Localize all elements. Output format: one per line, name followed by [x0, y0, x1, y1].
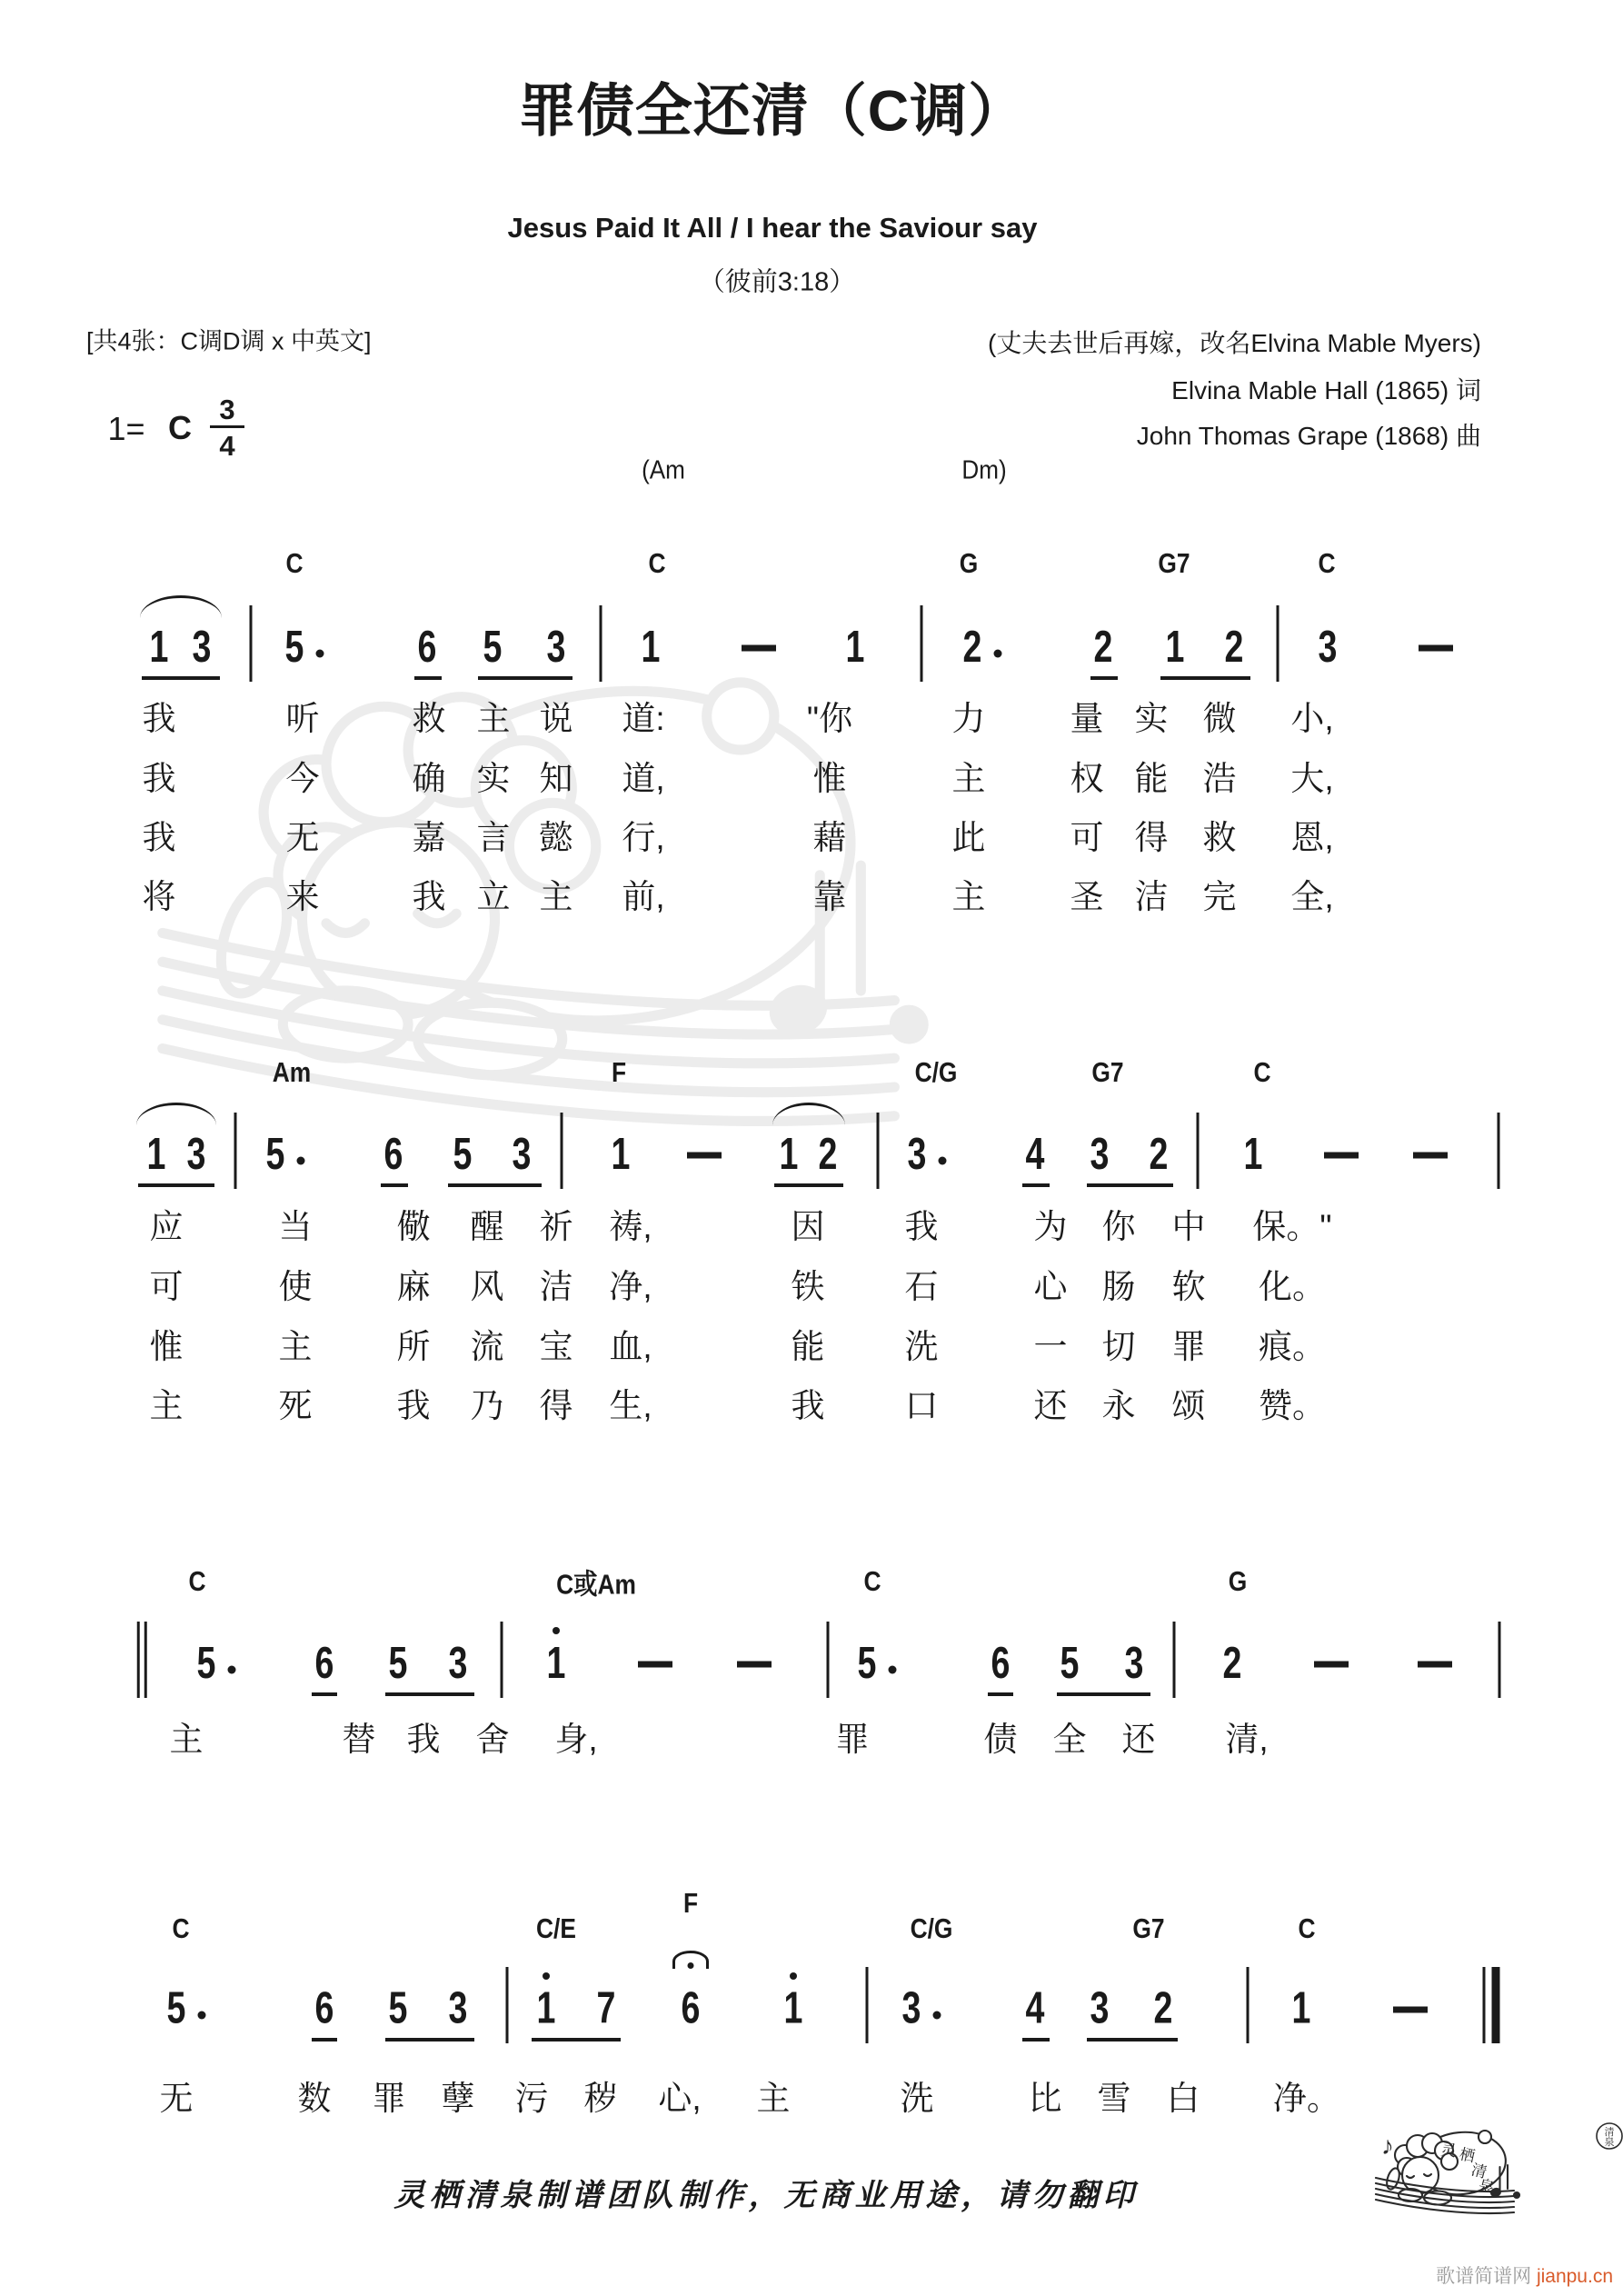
lyric-char: 为 [1033, 1208, 1068, 1245]
note-digit: 1 [783, 1982, 803, 2033]
key-letter: C [168, 409, 192, 446]
beam-line [448, 1183, 542, 1187]
augmentation-dot [297, 1157, 305, 1165]
site-watermark-name: 歌谱简谱网 [1436, 2266, 1532, 2287]
site-watermark-domain: jianpu.cn [1536, 2266, 1613, 2287]
lyric-char: 数 [297, 2080, 332, 2117]
lyric-char: 所 [396, 1328, 431, 1365]
beam-line [381, 1183, 408, 1187]
lyric-char: 切 [1101, 1328, 1136, 1365]
note-digit: 6 [681, 1982, 701, 2033]
augmentation-dot [994, 650, 1002, 658]
lyric-char: 将 [142, 878, 176, 915]
lyric-char: 罪 [835, 1721, 870, 1758]
note-digit: 3 [1090, 1982, 1110, 2033]
lyric-char: 心, [658, 2080, 702, 2117]
note-dash [687, 1153, 722, 1159]
lyric-char: 全 [1052, 1721, 1087, 1758]
lyric-char: 前, [622, 878, 665, 915]
lyric-char: 祷, [609, 1208, 652, 1245]
section-double-barline [144, 1622, 147, 1698]
lyric-char: 死 [278, 1387, 313, 1424]
note-digit: 3 [192, 621, 212, 672]
chord-label: C/G [914, 1056, 958, 1088]
chord-label: C [863, 1565, 881, 1597]
beam-line [1090, 676, 1118, 680]
lyric-char: 确 [412, 760, 446, 797]
augmentation-dot [316, 650, 324, 658]
publisher-logo [1376, 2123, 1622, 2213]
lyric-char: 懿 [539, 819, 573, 856]
lyric-char: 污 [514, 2080, 549, 2117]
note-digit: 1 [149, 621, 169, 672]
barline [1499, 1622, 1501, 1698]
note-digit: 3 [448, 1637, 468, 1688]
augmentation-dot [198, 2011, 206, 2020]
lyric-char: 救 [412, 700, 446, 737]
beam-line [414, 676, 442, 680]
lyric-char: 儆 [396, 1208, 431, 1245]
lyric-char: 惟 [812, 760, 847, 797]
note-dash [1393, 2007, 1428, 2013]
lyric-char: 净, [609, 1268, 652, 1305]
beam-line [312, 2038, 337, 2041]
beam-line [478, 676, 573, 680]
alt-chord-label: (Am [642, 455, 685, 485]
lyric-char: 净。 [1273, 2080, 1340, 2117]
note-digit: 6 [383, 1128, 403, 1179]
note-digit: 5 [857, 1637, 877, 1688]
barline [1247, 1967, 1250, 2043]
logo-char: 栖 [1458, 2145, 1477, 2166]
note-digit: 4 [1025, 1982, 1045, 2033]
lyric-char: 实 [476, 760, 511, 797]
lyric-char: 使 [278, 1268, 313, 1305]
beam-line [1022, 1183, 1050, 1187]
lyric-char: 能 [791, 1328, 825, 1365]
chord-label: C [285, 547, 304, 579]
lyric-char: 权 [1070, 760, 1104, 797]
note-digit: 5 [196, 1637, 216, 1688]
note-digit: 4 [1025, 1128, 1045, 1179]
lyric-char: 我 [791, 1387, 825, 1424]
scripture-ref: （彼前3:18） [698, 267, 856, 297]
chord-label: C [1298, 1912, 1316, 1944]
note-digit: 5 [453, 1128, 473, 1179]
time-denominator: 4 [219, 430, 235, 462]
note-digit: 3 [907, 1128, 927, 1179]
note-digit: 2 [1222, 1637, 1242, 1688]
lyric-char: 你 [1101, 1208, 1136, 1245]
note-digit: 3 [512, 1128, 532, 1179]
note-digit: 7 [596, 1982, 616, 2033]
barline [506, 1967, 509, 2043]
lyric-char: 听 [285, 700, 320, 737]
lyric-char: 罪 [1171, 1328, 1206, 1365]
lyric-char: 雪 [1097, 2080, 1131, 2117]
beam-line [1087, 2038, 1178, 2041]
lyric-char: 还 [1121, 1721, 1156, 1758]
lyric-char: 靠 [812, 878, 847, 915]
augmentation-dot [889, 1666, 897, 1674]
beam-line [1057, 1692, 1150, 1696]
lyric-char: 清, [1225, 1721, 1269, 1758]
lyric-char: 我 [412, 878, 446, 915]
lyric-char: 圣 [1070, 878, 1104, 915]
note-digit: 1 [146, 1128, 166, 1179]
note-digit: 1 [641, 621, 661, 672]
note-digit: 5 [284, 621, 304, 672]
lyric-char: 孽 [441, 2080, 475, 2117]
note-dash [1413, 1153, 1448, 1159]
lyric-char: 赞。 [1259, 1387, 1326, 1424]
note-digit: 2 [1224, 621, 1244, 672]
lyric-char: 浩 [1202, 760, 1237, 797]
note-digit: 6 [314, 1637, 334, 1688]
augmentation-dot [939, 1157, 947, 1165]
beam-line [138, 1183, 214, 1187]
lyric-char: 惟 [149, 1328, 184, 1365]
chord-label: C/E [536, 1912, 576, 1944]
note-dash [742, 645, 776, 652]
note-digit: 3 [546, 621, 566, 672]
lyric-char: 主 [149, 1387, 184, 1424]
barline [1173, 1622, 1176, 1698]
barline [561, 1113, 563, 1189]
lyric-char: 能 [1134, 760, 1169, 797]
note-digit: 5 [483, 621, 503, 672]
note-digit: 3 [1318, 621, 1338, 672]
lyric-char: 救 [1202, 819, 1237, 856]
lyric-char: 得 [1134, 819, 1169, 856]
final-barline [1483, 1967, 1486, 2043]
lyric-char: 舍 [475, 1721, 510, 1758]
augmentation-dot [228, 1666, 236, 1674]
note-dash [737, 1662, 772, 1668]
credit-composer: John Thomas Grape (1868) 曲 [1136, 422, 1481, 450]
chord-label: C [172, 1912, 190, 1944]
lyric-char: 言 [476, 819, 511, 856]
lyric-char: 道, [622, 760, 665, 797]
lyric-char: 可 [1070, 819, 1104, 856]
note-digit: 5 [166, 1982, 186, 2033]
lyric-char: 宝 [539, 1328, 573, 1365]
lyric-char: 嘉 [412, 819, 446, 856]
alt-chord-label: Dm) [961, 455, 1007, 485]
section-double-barline [137, 1622, 140, 1698]
meta-note: [共4张：C调D调 x 中英文] [86, 327, 372, 355]
note-digit: 5 [388, 1637, 408, 1688]
chord-label: G7 [1158, 547, 1190, 579]
page-subtitle: Jesus Paid It All / I hear the Saviour say [507, 212, 1038, 244]
note-digit: 1 [779, 1128, 799, 1179]
note-digit: 6 [991, 1637, 1011, 1688]
lyric-char: 洗 [900, 2080, 934, 2117]
lyric-char: 主 [169, 1721, 204, 1758]
lyric-char: 立 [476, 878, 511, 915]
octave-dot [543, 1972, 550, 1980]
logo-char: 清 [1469, 2161, 1489, 2181]
note-digit: 1 [845, 621, 865, 672]
note-digit: 2 [962, 621, 982, 672]
barline [250, 605, 253, 682]
octave-dot [790, 1972, 797, 1980]
lyric-char: 无 [285, 819, 320, 856]
lyric-char: 债 [983, 1721, 1018, 1758]
lyric-char: 藉 [812, 819, 847, 856]
lyric-char: 全, [1290, 878, 1334, 915]
note-dash [1419, 645, 1453, 652]
logo-note-icon: ♪ [1381, 2131, 1394, 2160]
chord-label: G7 [1091, 1056, 1124, 1088]
lyric-char: 我 [142, 760, 176, 797]
note-digit: 2 [818, 1128, 838, 1179]
lyric-char: 醒 [470, 1208, 504, 1245]
footer-note: 灵栖清泉制谱团队制作，无商业用途，请勿翻印 [393, 2179, 1139, 2213]
beam-line [142, 676, 220, 680]
lyric-char: 颂 [1171, 1387, 1206, 1424]
chord-label: C [188, 1565, 206, 1597]
lyric-char: 我 [142, 700, 176, 737]
lyric-char: 来 [285, 878, 320, 915]
lyric-char: 得 [539, 1387, 573, 1424]
chord-label: F [682, 1887, 699, 1919]
barline [234, 1113, 237, 1189]
lyric-char: 罪 [372, 2080, 406, 2117]
note-digit: 2 [1153, 1982, 1173, 2033]
note-digit: 6 [314, 1982, 334, 2033]
fermata-icon [672, 1951, 709, 1969]
lyric-char: 当 [278, 1208, 313, 1245]
lyric-char: 乃 [470, 1387, 504, 1424]
lyric-char: 大, [1290, 760, 1334, 797]
lyric-char: 主 [756, 2080, 791, 2117]
chord-label: G [1228, 1565, 1248, 1597]
lyric-char: 心 [1033, 1268, 1068, 1305]
lyric-char: 化。 [1259, 1268, 1326, 1305]
lyric-char: 主 [539, 878, 573, 915]
lyric-char: 祈 [539, 1208, 573, 1245]
note-digit: 5 [388, 1982, 408, 2033]
chord-label: G7 [1132, 1912, 1165, 1944]
lyric-char: 量 [1070, 700, 1104, 737]
lyric-char: 保。" [1252, 1208, 1332, 1245]
lyric-char: 洁 [539, 1268, 573, 1305]
chord-label: C或Am [556, 1568, 636, 1601]
lyric-char: 麻 [396, 1268, 431, 1305]
beam-line [385, 1692, 474, 1696]
lyric-char: 我 [142, 819, 176, 856]
credit-note: (丈夫去世后再嫁，改名Elvina Mable Myers) [988, 329, 1481, 357]
logo-char: 灵 [1439, 2141, 1458, 2161]
note-digit: 1 [1243, 1128, 1263, 1179]
note-digit: 6 [417, 621, 437, 672]
barline [501, 1622, 503, 1698]
chord-label: G [959, 547, 979, 579]
lyric-char: 流 [470, 1328, 504, 1365]
lyric-char: 今 [285, 760, 320, 797]
barline [600, 605, 602, 682]
final-barline [1492, 1967, 1500, 2043]
beam-line [1160, 676, 1250, 680]
augmentation-dot [933, 2011, 941, 2020]
lyric-char: 无 [159, 2080, 194, 2117]
lyric-char: 还 [1033, 1387, 1068, 1424]
chord-label: F [611, 1056, 627, 1088]
lyric-char: 微 [1202, 700, 1237, 737]
note-digit: 3 [901, 1982, 921, 2033]
chord-label: C [1318, 547, 1336, 579]
note-digit: 1 [536, 1982, 556, 2033]
note-digit: 2 [1093, 621, 1113, 672]
barline [827, 1622, 830, 1698]
lyric-char: 口 [904, 1387, 939, 1424]
lyric-char: 完 [1202, 878, 1237, 915]
note-digit: 1 [611, 1128, 631, 1179]
lyric-char: 应 [149, 1208, 184, 1245]
logo-char: 泉 [1477, 2176, 1497, 2197]
chord-label: C [1253, 1056, 1271, 1088]
beam-line [385, 2038, 474, 2041]
barline [877, 1113, 880, 1189]
beam-line [312, 1692, 337, 1696]
lyric-char: 肠 [1101, 1268, 1136, 1305]
lyric-char: 主 [951, 878, 986, 915]
time-fraction-bar [210, 425, 244, 428]
lyric-char: 风 [470, 1268, 504, 1305]
key-prefix: 1= [107, 410, 145, 447]
barline [1197, 1113, 1200, 1189]
lyric-char: 小, [1290, 700, 1334, 737]
beam-line [988, 1692, 1013, 1696]
lyric-char: 此 [951, 819, 986, 856]
lyric-char: 可 [149, 1268, 184, 1305]
beam-line [1087, 1183, 1173, 1187]
note-dash [1418, 1662, 1452, 1668]
octave-dot [553, 1627, 560, 1634]
note-digit: 1 [546, 1637, 566, 1688]
note-digit: 1 [1165, 621, 1185, 672]
barline [1498, 1113, 1500, 1189]
lyric-char: 铁 [791, 1268, 825, 1305]
lyric-char: 秽 [583, 2080, 618, 2117]
lyric-char: 痕。 [1259, 1328, 1326, 1365]
note-dash [638, 1662, 672, 1668]
note-digit: 3 [448, 1982, 468, 2033]
barline [866, 1967, 869, 2043]
beam-line [774, 1183, 843, 1187]
logo-badge-char: 泉 [1604, 2137, 1615, 2148]
lyric-char: 替 [342, 1721, 376, 1758]
barline [1277, 605, 1279, 682]
lyric-char: 主 [278, 1328, 313, 1365]
lyric-char: 行, [622, 819, 665, 856]
note-digit: 3 [1090, 1128, 1110, 1179]
lyric-char: 石 [904, 1268, 939, 1305]
chord-label: C/G [910, 1912, 953, 1944]
lyric-char: 说 [539, 700, 573, 737]
lyric-char: 白 [1166, 2080, 1200, 2117]
site-watermark [1436, 2261, 1613, 2289]
lyric-char: 因 [791, 1208, 825, 1245]
barline [921, 605, 923, 682]
lyric-char: 我 [904, 1208, 939, 1245]
time-numerator: 3 [219, 394, 235, 425]
lyric-char: 血, [609, 1328, 652, 1365]
page-title: 罪债全还清（C调） [518, 79, 1027, 144]
note-digit: 3 [1124, 1637, 1144, 1688]
lyric-char: 力 [951, 700, 986, 737]
lyric-char: 洗 [904, 1328, 939, 1365]
lyric-char: 主 [476, 700, 511, 737]
note-digit: 5 [265, 1128, 285, 1179]
lyric-char: 恩, [1290, 819, 1334, 856]
logo-badge-char: 清 [1604, 2127, 1615, 2138]
chord-label: Am [272, 1056, 312, 1088]
lyric-char: 永 [1101, 1387, 1136, 1424]
note-digit: 5 [1060, 1637, 1080, 1688]
lyric-char: "你 [806, 700, 853, 737]
lyric-char: 一 [1033, 1328, 1068, 1365]
lyric-char: 知 [539, 760, 573, 797]
credit-lyricist: Elvina Mable Hall (1865) 词 [1171, 376, 1481, 404]
note-digit: 1 [1291, 1982, 1311, 2033]
lyric-char: 比 [1028, 2080, 1062, 2117]
lyric-char: 主 [951, 760, 986, 797]
beam-line [532, 2038, 621, 2041]
lyric-char: 我 [396, 1387, 431, 1424]
note-digit: 3 [186, 1128, 206, 1179]
chord-label: C [648, 547, 666, 579]
beam-line [1022, 2038, 1050, 2041]
lyric-char: 我 [406, 1721, 441, 1758]
lyric-char: 身, [554, 1721, 598, 1758]
lyric-char: 生, [609, 1387, 652, 1424]
note-dash [1324, 1153, 1359, 1159]
lyric-char: 洁 [1134, 878, 1169, 915]
lyric-char: 道: [622, 700, 665, 737]
lyric-char: 中 [1171, 1208, 1206, 1245]
lyric-char: 软 [1171, 1268, 1206, 1305]
note-dash [1314, 1662, 1349, 1668]
lyric-char: 实 [1134, 700, 1169, 737]
note-digit: 2 [1149, 1128, 1169, 1179]
